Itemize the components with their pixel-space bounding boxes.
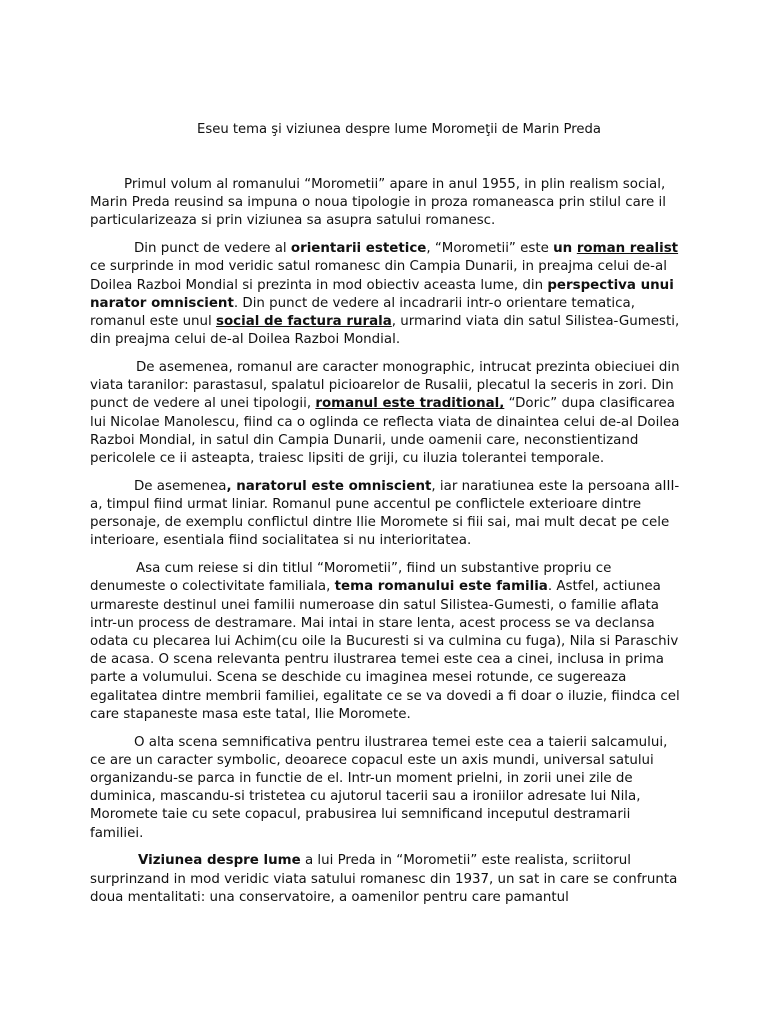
document-title: Eseu tema şi viziunea despre lume Moromeţii de Marin Preda <box>197 122 601 137</box>
text-run: ce surprinde in mod veridic satul romanesc din Campia Dunarii, in preajma celui de-al Doilea Razboi Mondial si prezinta in mod obiectiv aceasta lume, din <box>90 259 667 293</box>
paragraph-theme <box>90 560 686 724</box>
text-run: . Astfel, actiunea urmareste destinul unei familii numeroase din satul Silistea-Gumesti, o familie aflata intr-un process de destramare. Mai intai in stare lenta, acest process se va declansa odata cu plecarea lui Achim(cu oile la Bucuresti si va culmina cu fuga), Nila si Paraschiv de acasa. O scena relevanta pentru ilustrarea temei este cea a cinei, inclusa in prima parte a volumului. Scena se deschide cu imaginea mesei rotunde, ce sugereaza egalitatea dintre membrii familiei, egalitate ce se va dovedi a fi doar o iluzie, fiindca cel care stapaneste masa este tatal, Ilie Moromete. <box>90 579 680 722</box>
text-run: . Din punct de vedere al incadrarii intr-o orientare tematica, romanul este unul <box>90 295 635 330</box>
bold-text: perspectiva unui narator omniscient <box>90 277 674 311</box>
bold-underlined-text: roman realist <box>576 241 679 257</box>
text-run: , “Morometii” este <box>426 241 554 257</box>
paragraph-text: Primul volum al romanului “Morometii” apare in anul 1955, in plin realism social, Marin Preda reusind sa impuna o noua tipologie in proza romaneasca prin stilul care il particularizeaza si prin viziunea sa asupra satului romanesc. <box>90 177 666 229</box>
text-run: , iar naratiunea este la persoana aIII-a, timpul fiind urmat liniar. Romanul pune accentul pe conflictele exterioare dintre personaje, de exemplu conflictul dintre Ilie Moromete si fiii sai, mai mult decat pe cele interioare, esentiala fiind socialitatea si nu interioritatea. <box>90 478 680 549</box>
text-run: a lui Preda in “Morometii” este realista, scriitorul surprinzand in mod veridic viata satului romanesc din 1937, un sat in care se confrunta doua mentalitati: una conservatoire, a oamenilor pentru care pamantul <box>90 853 678 905</box>
paragraph-salcam <box>90 734 686 843</box>
text-run: “Doric” dupa clasificarea lui Nicolae Manolescu, fiind ca o oglinda ce reflecta viata de dinaintea celui de-al Doilea Razboi Mondial, in satul din Campia Dunarii, unde oamenii care, neconstientizand pericolele ce ii asteapta, traiesc lipsiti de griji, cu iluzia tolerantei temporale. <box>90 396 680 467</box>
paragraph-monographic <box>90 359 686 468</box>
text-run: De asemenea, romanul are caracter monographic, intrucat prezinta obieciuei din viata taranilor: parastasul, spalatul picioarelor de Rusalii, plecatul la seceris in zori. Din punct de vedere al unei tipologii, <box>90 360 680 412</box>
bold-underlined-text: social de factura rurala <box>216 314 392 330</box>
paragraph-worldview <box>90 852 686 907</box>
bold-text: tema romanului este familia <box>334 579 548 595</box>
text-run: , urmarind viata din satul Silistea-Gumesti, din preajma celui de-al Doilea Razboi Mondial. <box>90 314 680 348</box>
text-run: Asa cum reiese si din titlul “Morometii”, fiind un substantive propriu ce denumeste o colectivitate familiala, <box>90 561 612 595</box>
paragraph-narrator <box>90 478 686 551</box>
bold-underlined-text: romanul este traditional, <box>315 396 505 412</box>
text-run: Din punct de vedere al <box>134 241 291 257</box>
bold-text: Viziunea despre lume <box>138 853 301 869</box>
paragraph-intro <box>90 176 686 231</box>
text-run: De asemenea <box>134 478 227 494</box>
bold-text: un <box>553 241 577 257</box>
paragraph-text: O alta scena semnificativa pentru ilustrarea temei este cea a taierii salcamului, ce are un caracter symbolic, deoarece copacul este un axis mundi, universal satului organizandu-se parca in functie de el. Intr-un moment prielni, in zorii unei zile de duminica, mascandu-si tristetea cu ajutorul tacerii sau a ironiilor adresate lui Nila, Moromete taie cu sete copacul, prabusirea lui semnificand inceputul destramarii familiei. <box>90 734 668 841</box>
paragraph-orientation <box>90 240 686 349</box>
document-body <box>90 176 686 917</box>
bold-text: orientarii estetice <box>290 241 427 257</box>
bold-text: , naratorul este omniscient <box>226 478 432 494</box>
